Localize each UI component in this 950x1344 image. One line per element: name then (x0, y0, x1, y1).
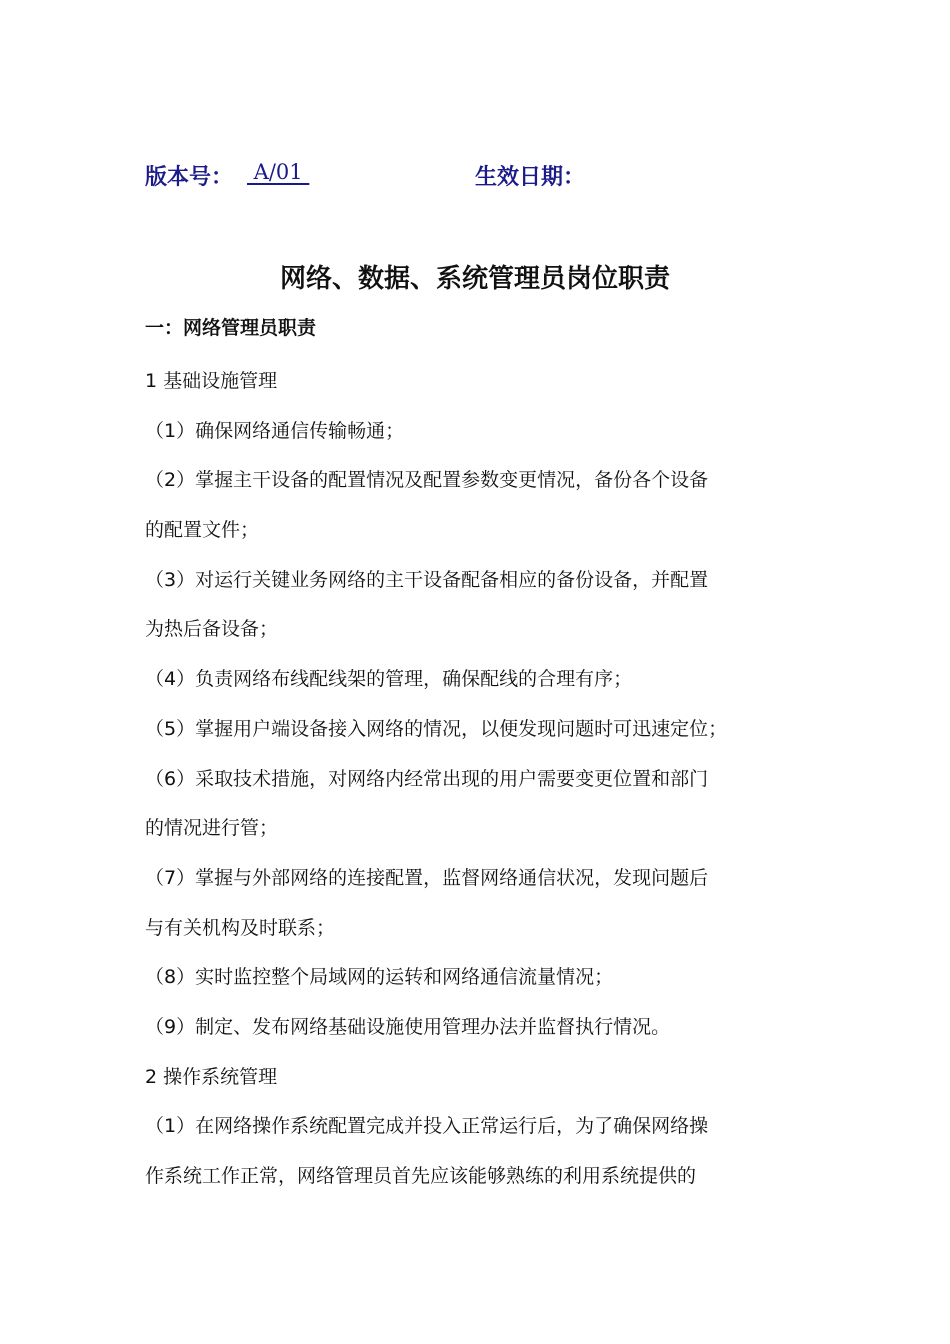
paragraph-line: 的配置文件； (145, 519, 260, 542)
paragraph-line: （2）掌握主干设备的配置情况及配置参数变更情况，备份各个设备 (145, 469, 709, 492)
paragraph-line: （7）掌握与外部网络的连接配置，监督网络通信状况，发现问题后 (145, 866, 709, 889)
effective-date-label: 生效日期： (475, 165, 586, 190)
paragraph-line: （6）采取技术措施，对网络内经常出现的用户需要变更位置和部门 (145, 767, 709, 790)
version-label: 版本号： (145, 165, 234, 190)
document-header (145, 160, 825, 194)
paragraph-line: （9）制定、发布网络基础设施使用管理办法并监督执行情况。 (145, 1015, 671, 1038)
section-heading: 一：网络管理员职责 (145, 317, 317, 339)
paragraph-line: 作系统工作正常，网络管理员首先应该能够熟练的利用系统提供的 (145, 1165, 697, 1187)
paragraph-line: 的情况进行管； (145, 817, 279, 840)
paragraph-line: 与有关机构及时联系； (145, 916, 336, 939)
paragraph-line: 2 操作系统管理 (145, 1065, 278, 1088)
document-title: 网络、数据、系统管理员岗位职责 (279, 264, 670, 294)
paragraph-line: （1）确保网络通信传输畅通； (145, 419, 405, 442)
paragraph-line: （5）掌握用户端设备接入网络的情况，以便发现问题时可迅速定位； (145, 717, 728, 740)
paragraph-line: 1 基础设施管理 (145, 370, 278, 392)
paragraph-line: （8）实时监控整个局域网的运转和网络通信流量情况； (145, 966, 614, 989)
paragraph-line: 为热后备设备； (145, 618, 279, 641)
paragraph-line: （3）对运行关键业务网络的主干设备配备相应的备份设备，并配置 (145, 568, 709, 591)
version-value: A/01 (247, 160, 310, 184)
paragraph-line: （1）在网络操作系统配置完成并投入正常运行后，为了确保网络操 (145, 1115, 709, 1138)
section-body (145, 357, 825, 1202)
paragraph-line: （4）负责网络布线配线架的管理，确保配线的合理有序； (145, 668, 633, 691)
